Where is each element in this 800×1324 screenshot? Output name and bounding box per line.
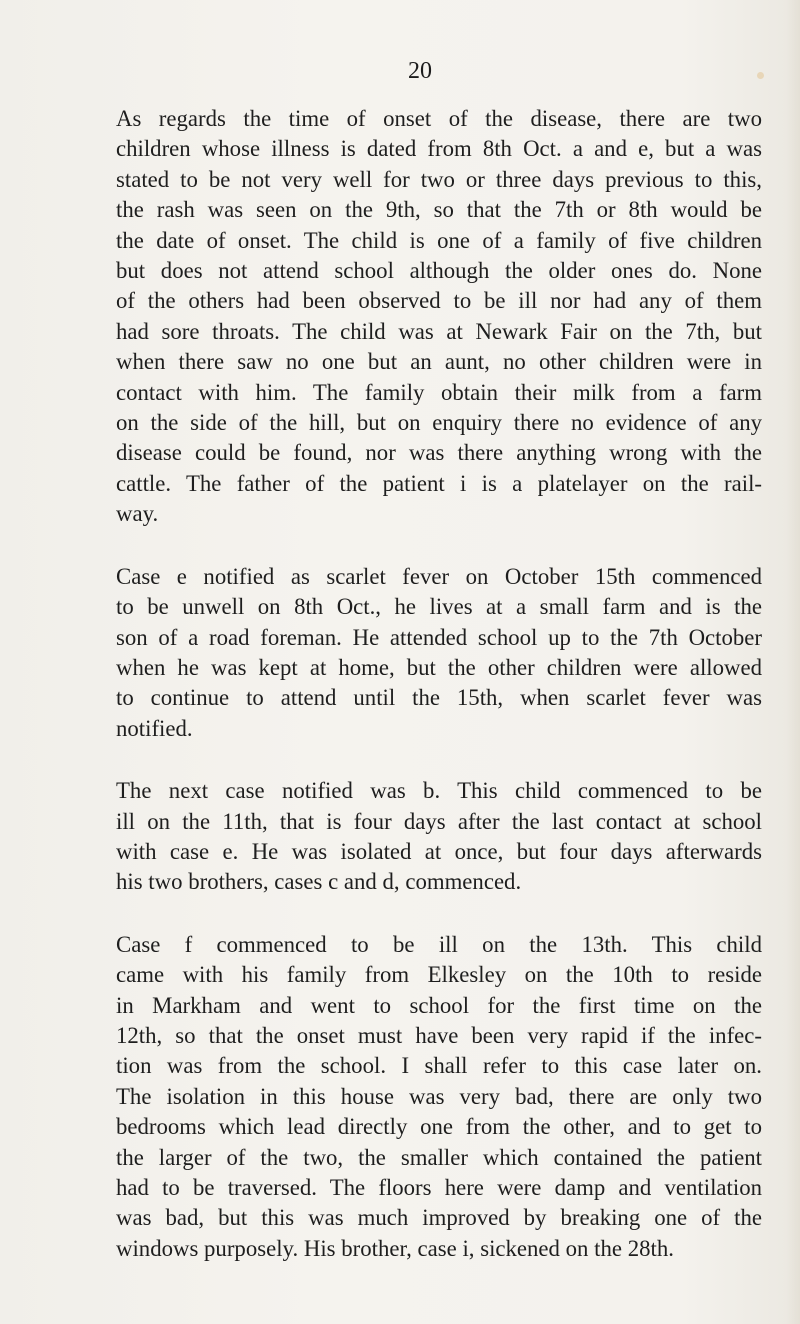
text-line: but does not attend school although the older ones do. None <box>116 258 762 284</box>
text-line: had sore throats. The child was at Newark Fair on the 7th, but <box>116 318 762 344</box>
paragraph-case-e <box>78 562 762 744</box>
text-line: when he was kept at home, but the other children were allowed <box>116 654 762 680</box>
text-line: the larger of the two, the smaller which contained the patient <box>116 1144 762 1170</box>
text-line: stated to be not very well for two or three days previous to this, <box>116 166 762 192</box>
text-line: 12th, so that the onset must have been very rapid if the infec- <box>116 1022 762 1048</box>
text-line: of the others had been observed to be ill nor had any of them <box>116 288 762 314</box>
text-line: son of a road foreman. He attended school up to the 7th October <box>116 624 762 650</box>
text-line: bedrooms which lead directly one from the other, and to get to <box>116 1114 762 1140</box>
text-line: ill on the 11th, that is four days after the last contact at school <box>116 808 762 834</box>
paragraph-gap <box>78 744 762 776</box>
paragraph-gap <box>78 898 762 930</box>
text-line: way. <box>116 501 159 527</box>
text-line: had to be traversed. The floors here were damp and ventilation <box>116 1175 762 1200</box>
text-line: windows purposely. His brother, case i, sickened on the 28th. <box>116 1235 674 1261</box>
text-line: his two brothers, cases c and d, commenced. <box>116 869 522 895</box>
text-line: children whose illness is dated from 8th Oct. a and e, but a was <box>116 136 762 162</box>
text-line: cattle. The father of the patient i is a platelayer on the rail- <box>116 470 762 496</box>
text-line: to continue to attend until the 15th, when scarlet fever was <box>116 685 762 711</box>
text-line: As regards the time of onset of the disease, there are two <box>116 106 762 131</box>
text-line: to be unwell on 8th Oct., he lives at a small farm and is the <box>116 594 762 620</box>
text-line: The isolation in this house was very bad, there are only two <box>116 1083 762 1109</box>
text-line: when there saw no one but an aunt, no other children were in <box>116 349 762 375</box>
paragraph-case-f <box>78 930 762 1264</box>
page-number: 20 <box>408 58 432 84</box>
text-line: in Markham and went to school for the first time on the <box>116 992 762 1018</box>
text-line: on the side of the hill, but on enquiry there no evidence of any <box>116 410 762 436</box>
text-line: Case f commenced to be ill on the 13th. This child <box>116 931 762 957</box>
text-line: the rash was seen on the 9th, so that the 7th or 8th would be <box>116 197 762 223</box>
text-line: Case e notified as scarlet fever on October 15th commenced <box>116 563 762 589</box>
body-text <box>78 104 762 1264</box>
page-edge-shadow <box>786 0 800 1324</box>
text-line: came with his family from Elkesley on the 10th to reside <box>116 962 762 988</box>
text-line: The next case notified was b. This child commenced to be <box>116 778 762 804</box>
text-line: was bad, but this was much improved by breaking one of the <box>116 1205 762 1231</box>
text-line: contact with him. The family obtain their milk from a farm <box>116 379 762 405</box>
text-line: notified. <box>116 715 193 741</box>
paragraph-case-b <box>78 776 762 898</box>
paragraph-onset <box>78 104 762 530</box>
text-line: with case e. He was isolated at once, but four days afterwards <box>116 838 762 864</box>
paragraph-gap <box>78 530 762 562</box>
text-line: disease could be found, nor was there anything wrong with the <box>116 440 762 466</box>
text-line: tion was from the school. I shall refer to this case later on. <box>116 1053 762 1079</box>
text-line: the date of onset. The child is one of a family of five children <box>116 227 762 253</box>
